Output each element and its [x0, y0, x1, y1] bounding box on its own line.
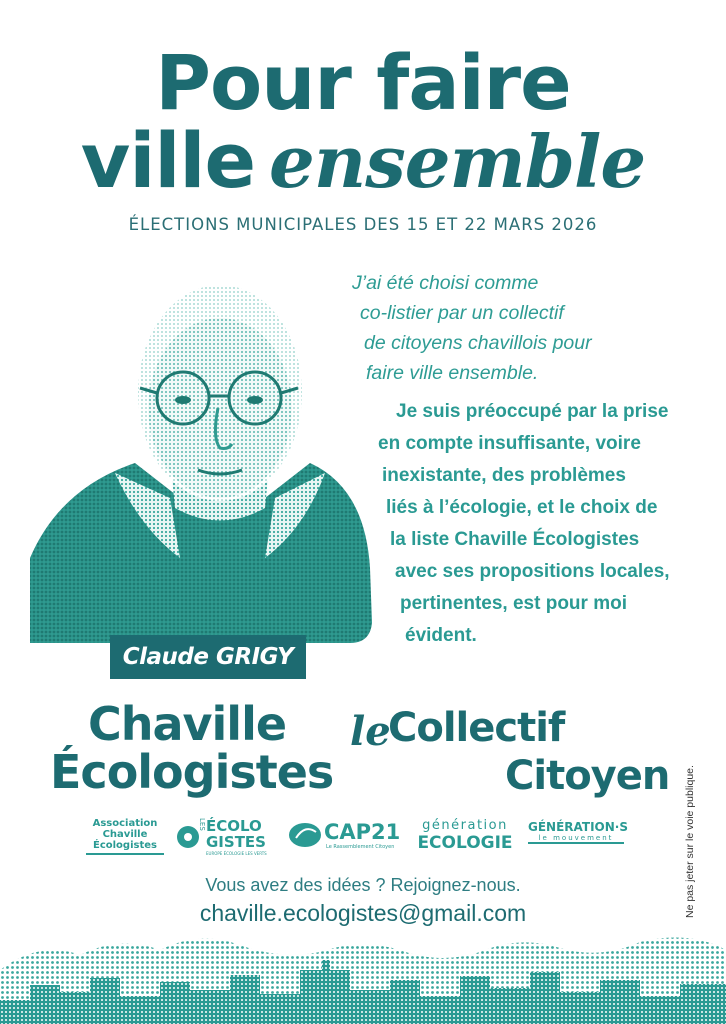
chaville-ecologistes-logo-line2: Écologistes: [50, 745, 334, 799]
flower-icon: [176, 822, 200, 852]
partner-text: GÉNÉRATION·S: [528, 820, 628, 834]
partner-text: Le Rassemblement Citoyen: [326, 844, 395, 850]
contact-email[interactable]: chaville.ecologistes@gmail.com: [199, 900, 527, 926]
candidate-portrait: [20, 258, 380, 653]
body-line: évident.: [405, 625, 477, 646]
partner-text: Chaville: [102, 829, 148, 840]
association-chaville-ecologistes-logo: [86, 818, 164, 855]
les-ecologistes-logo: [176, 818, 272, 858]
city-skyline-illustration: [0, 930, 726, 1024]
body-line: pertinentes, est pour moi: [400, 593, 627, 614]
quote-line: J’ai été choisi comme: [352, 272, 539, 294]
generations-logo: [528, 820, 628, 844]
quote-line: faire ville ensemble.: [366, 362, 539, 384]
call-to-action: Vous avez des idées ? Rejoignez-nous.: [205, 875, 521, 895]
body-line: en compte insuffisante, voire: [378, 433, 641, 454]
partner-text: Écologistes: [93, 840, 157, 851]
quote-line: de citoyens chavillois pour: [364, 332, 592, 354]
candidate-name-label: Claude GRIGY: [110, 635, 306, 679]
generation-ecologie-logo: [415, 818, 515, 853]
cap21-emblem-icon: [288, 822, 322, 848]
collectif-logo-le: le: [350, 708, 391, 755]
partner-text: Association: [92, 818, 158, 829]
cap21-logo: [288, 822, 403, 852]
partner-text: GISTES: [206, 833, 266, 851]
partner-text: ECOLOGIE: [417, 833, 513, 853]
chaville-ecologistes-logo-line1: Chaville: [88, 697, 287, 751]
title-word-ville: ville: [80, 116, 256, 205]
body-line: inexistante, des problèmes: [382, 465, 626, 486]
title-line-2: [0, 118, 726, 205]
litter-notice: Ne pas jeter sur le voie publique.: [684, 765, 696, 918]
collectif-logo-line1: Collectif: [388, 705, 565, 751]
title-line-1: Pour faire: [155, 38, 571, 127]
title-word-ensemble: ensemble: [269, 119, 646, 204]
body-line: liés à l’écologie, et le choix de: [386, 497, 658, 518]
body-line: la liste Chaville Écologistes: [390, 529, 640, 550]
partner-text: LES: [198, 818, 206, 831]
election-subtitle: ÉLECTIONS MUNICIPALES DES 15 ET 22 MARS 2026: [128, 215, 598, 234]
body-line: avec ses propositions locales,: [395, 561, 670, 582]
quote-line: co-listier par un collectif: [360, 302, 564, 324]
partner-text: le mouvement: [538, 834, 614, 842]
partner-text: ÉCOLO: [206, 817, 262, 835]
body-line: Je suis préoccupé par la prise: [396, 401, 669, 422]
collectif-logo-line2: Citoyen: [505, 753, 670, 799]
partner-text: CAP21: [324, 820, 401, 844]
partner-text: EUROPE ÉCOLOGIE LES VERTS: [206, 851, 267, 856]
partner-text: génération: [422, 818, 508, 833]
